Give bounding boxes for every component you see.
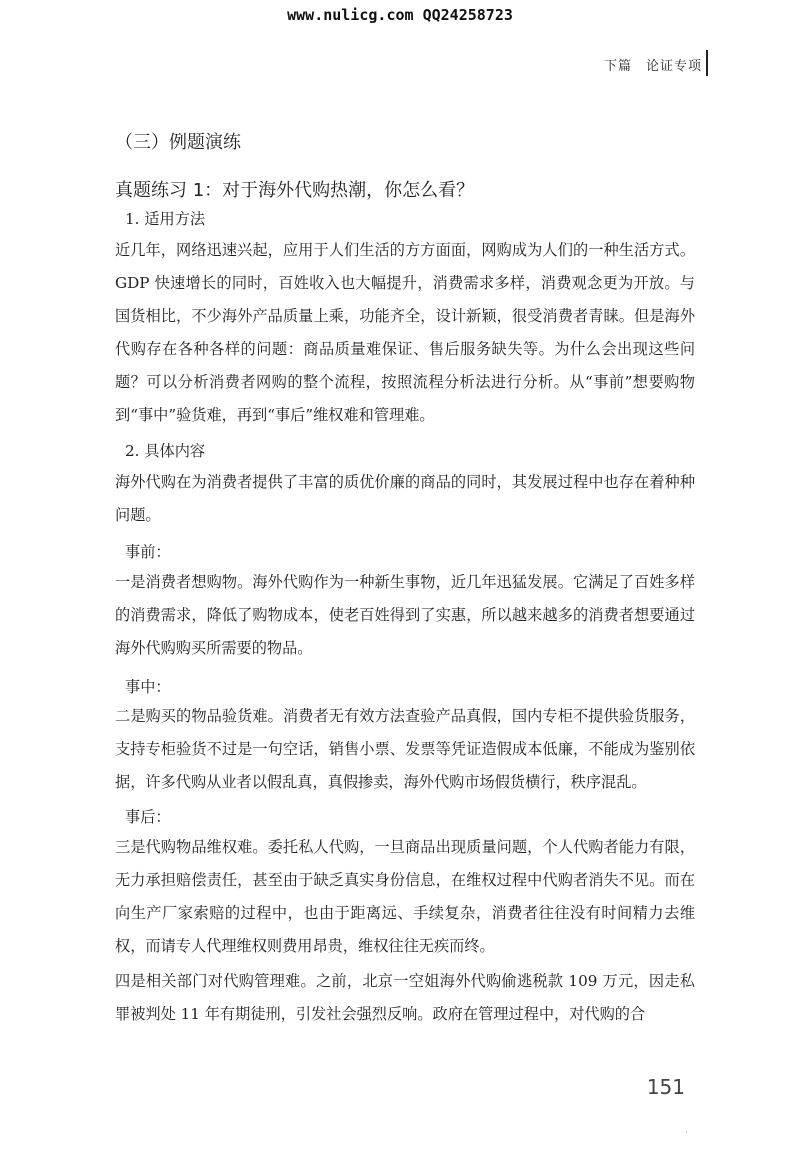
- running-head: 下篇 论证专项: [603, 59, 702, 74]
- paragraph-management: 四是相关部门对代购管理难。之前，北京一空姐海外代购偷逃税款 109 万元，因走私罪被判处 11 年有期徒刑，引发社会强烈反响。政府在管理过程中，对代购的合: [115, 972, 695, 1023]
- paragraph-method: 近几年，网络迅速兴起，应用于人们生活的方方面面，网购成为人们的一种生活方式。GDP 快速增长的同时，百姓收入也大幅提升，消费需求多样，消费观念更为开放。与国货相比，不少海外产品质量上乘，功能齐全，设计新颖，很受消费者青睐。但是海外代购存在各种各样的问题：商品质量难保证、售后服务缺失等。为什么会出现这些问题？可以分析消费者网购的整个流程，按照流程分析法进行分析。从“事前”想要购物到“事中”验货难，再到“事后”维权难和管理难。: [115, 241, 695, 424]
- footer-mark: ·: [685, 1128, 688, 1138]
- label-after: 事后：: [125, 808, 171, 826]
- page-number: 151: [646, 1075, 685, 1099]
- label-before: 事前：: [125, 543, 171, 561]
- heading-applicable-method: 1. 适用方法: [125, 210, 206, 228]
- running-head-rule: [706, 50, 708, 76]
- watermark: www.nulicg.com QQ24258723: [287, 6, 513, 24]
- paragraph-after: 三是代购物品维权难。委托私人代购，一旦商品出现质量问题，个人代购者能力有限，无力承担赔偿责任，甚至由于缺乏真实身份信息，在维权过程中代购者消失不见。而在向生产厂家索赔的过程中，也由于距离远、手续复杂，消费者往往没有时间精力去维权，而请专人代理维权则费用昂贵，维权往往无疾而终。: [115, 838, 695, 955]
- exercise-title: 真题练习 1：对于海外代购热潮，你怎么看？: [115, 180, 475, 201]
- section-heading: （三）例题演练: [115, 132, 241, 153]
- paragraph-during: 二是购买的物品验货难。消费者无有效方法查验产品真假，国内专柜不提供验货服务，支持专柜验货不过是一句空话，销售小票、发票等凭证造假成本低廉，不能成为鉴别依据，许多代购从业者以假乱真，真假掺卖，海外代购市场假货横行，秩序混乱。: [115, 707, 695, 791]
- heading-specific-content: 2. 具体内容: [125, 442, 206, 460]
- label-during: 事中：: [125, 678, 171, 696]
- paragraph-intro: 海外代购在为消费者提供了丰富的质优价廉的商品的同时，其发展过程中也存在着种种问题。: [115, 473, 695, 524]
- paragraph-before: 一是消费者想购物。海外代购作为一种新生事物，近几年迅猛发展。它满足了百姓多样的消费需求，降低了购物成本，使老百姓得到了实惠，所以越来越多的消费者想要通过海外代购购买所需要的物品。: [115, 573, 695, 657]
